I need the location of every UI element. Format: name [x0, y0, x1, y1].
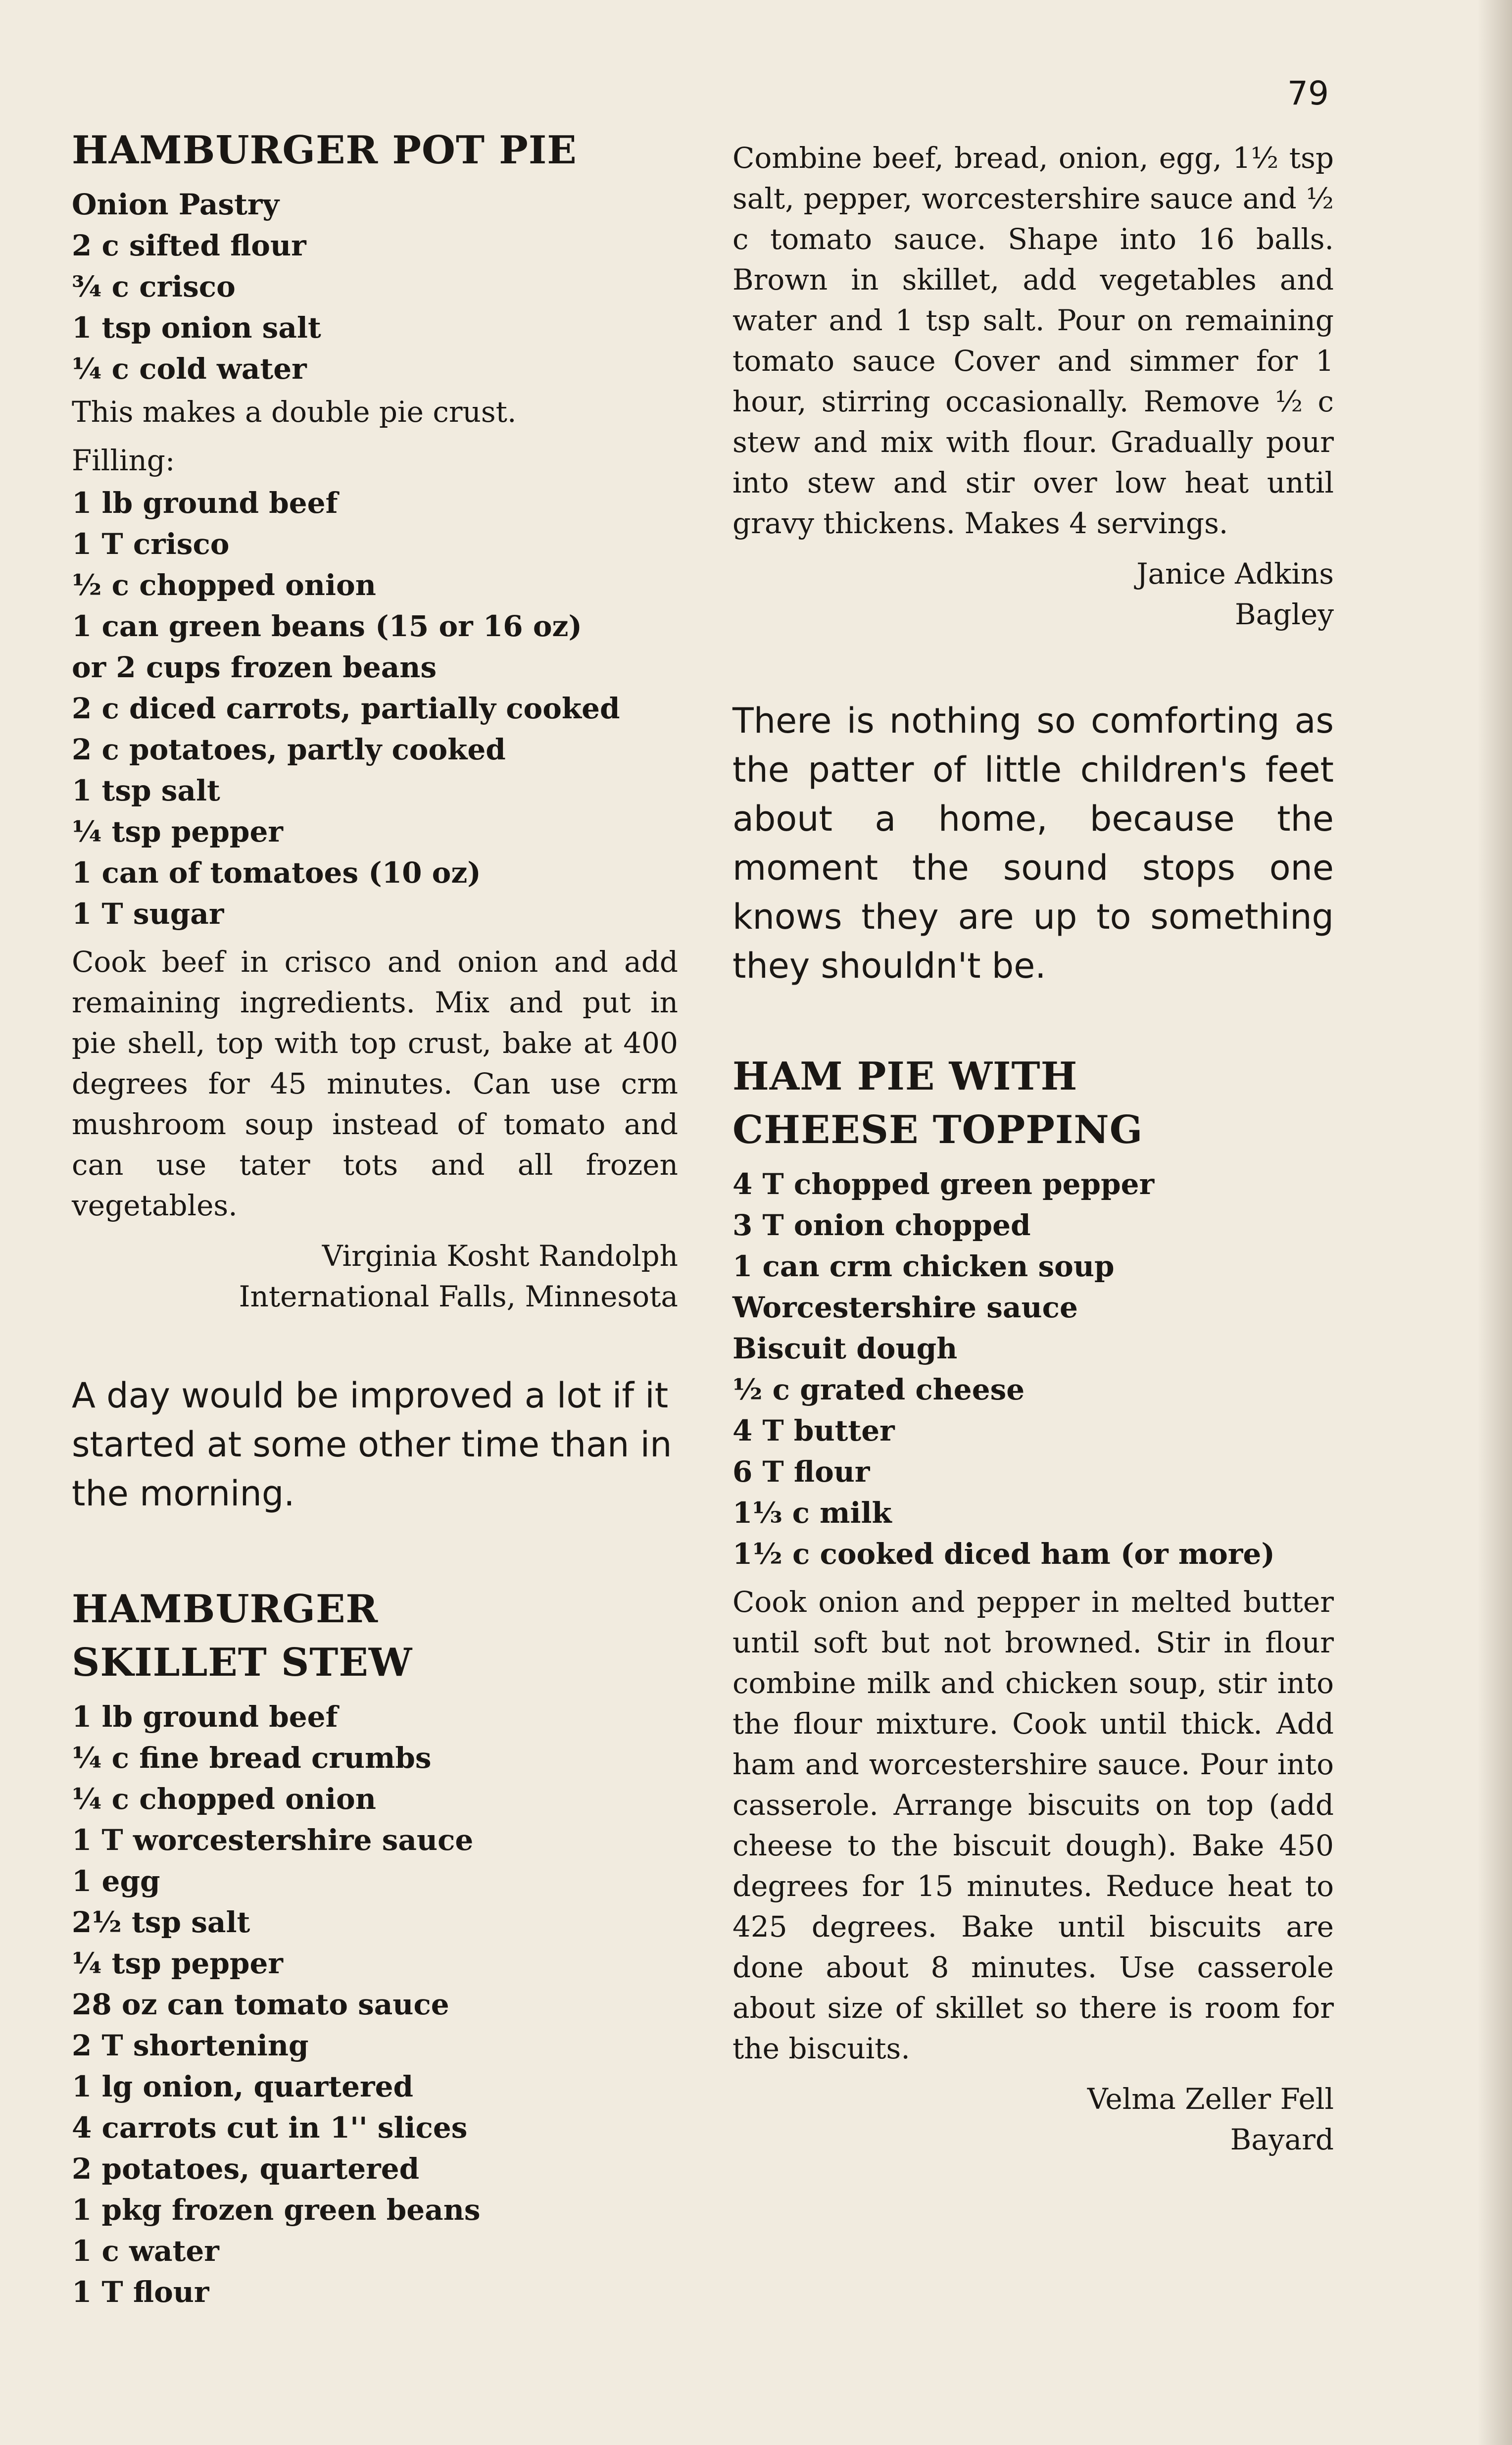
author-name: Virginia Kosht Randolph [322, 1239, 678, 1273]
recipe-directions: Cook onion and pepper in melted butter until soft but not browned. Stir in flour combine milk and chicken soup, stir into the flour mixture. Cook until thick. Add ham and worcestershire sauce. Pour into casserole. Arrange biscuits on top (add cheese to the biscuit dough). Bake 450 degrees for 15 minutes. Reduce heat to 425 degrees. Bake until biscuits are done about 8 minutes. Use casserole about size of skillet so there is room for the biscuits. [732, 1585, 1334, 2065]
ingredient: ¼ c fine bread crumbs [72, 1741, 432, 1775]
ingredient: 4 T butter [732, 1414, 895, 1447]
ingredient: ¼ c chopped onion [72, 1782, 376, 1816]
ingredient: 1 lb ground beef [72, 1700, 338, 1734]
ingredient: 1 egg [72, 1864, 160, 1898]
recipe-title-line2: CHEESE TOPPING [732, 1107, 1143, 1152]
left-column [72, 124, 678, 2313]
author-name: Velma Zeller Fell [1087, 2082, 1334, 2116]
ingredient: Worcestershire sauce [732, 1291, 1078, 1324]
page-spine-shadow [1477, 0, 1512, 2445]
ingredient: ¼ c cold water [72, 352, 307, 386]
ingredient: 1 T sugar [72, 897, 224, 931]
recipe-ham-pie-cheese-topping [732, 1050, 1334, 2160]
recipe-title: HAMBURGER POT PIE [72, 128, 577, 173]
recipe-hamburger-skillet-stew [72, 1583, 678, 2313]
ingredient: 1 can crm chicken soup [732, 1249, 1115, 1283]
ingredient: 1 tsp onion salt [72, 311, 321, 345]
right-column [732, 124, 1334, 2160]
ingredient: 1½ c cooked diced ham (or more) [732, 1537, 1275, 1571]
ingredient-list [732, 1164, 1334, 1575]
author-location: Bayard [1230, 2123, 1334, 2156]
ingredient: 1 pkg frozen green beans [72, 2193, 481, 2227]
ingredient: 1 lb ground beef [72, 486, 338, 520]
recipe-title-line2: SKILLET STEW [72, 1640, 413, 1685]
ingredient: 1 tsp salt [72, 774, 220, 807]
ingredient: ½ c chopped onion [72, 568, 376, 602]
recipe-attribution [72, 1236, 678, 1317]
ingredient: 1 lg onion, quartered [72, 2070, 414, 2103]
page-number: 79 [1287, 74, 1329, 112]
ingredient: 4 carrots cut in 1'' slices [72, 2111, 468, 2145]
ingredient: 4 T chopped green pepper [732, 1167, 1155, 1201]
pastry-ingredient-list [72, 184, 678, 390]
ingredient: 3 T onion chopped [732, 1208, 1031, 1242]
ingredient: 2½ tsp salt [72, 1905, 250, 1939]
recipe-skillet-stew-continued [732, 138, 1334, 635]
ingredient: 1⅓ c milk [732, 1496, 892, 1530]
ingredient-list [72, 1697, 678, 2313]
ingredient: 1 can of tomatoes (10 oz) [72, 856, 481, 890]
recipe-attribution [732, 2079, 1334, 2160]
ingredient: Biscuit dough [732, 1332, 958, 1365]
ingredient: 6 T flour [732, 1455, 870, 1489]
author-location: Bagley [1235, 598, 1334, 631]
ingredient: ¼ tsp pepper [72, 815, 283, 848]
ingredient: Onion Pastry [72, 188, 280, 221]
ingredient: 2 c sifted flour [72, 229, 306, 262]
recipe-attribution [732, 553, 1334, 635]
recipe-title-line1: HAM PIE WITH [732, 1054, 1078, 1099]
filling-label: Filling: [72, 444, 175, 477]
ingredient: ¼ tsp pepper [72, 1946, 283, 1980]
ingredient: 1 T crisco [72, 527, 230, 561]
filling-ingredient-list [72, 483, 678, 935]
author-location: International Falls, Minnesota [239, 1280, 678, 1313]
ingredient: 1 T flour [72, 2275, 209, 2309]
ingredient: or 2 cups frozen beans [72, 650, 437, 684]
ingredient: 28 oz can tomato sauce [72, 1988, 449, 2021]
recipe-title [732, 1050, 1334, 1157]
ingredient: 1 T worcestershire sauce [72, 1823, 474, 1857]
ingredient: 1 c water [72, 2234, 219, 2268]
ingredient: ¾ c crisco [72, 270, 236, 303]
pastry-note: This makes a double pie crust. [72, 395, 517, 429]
recipe-directions: Combine beef, bread, onion, egg, 1½ tsp salt, pepper, worcestershire sauce and ½ c tomato sauce. Shape into 16 balls. Brown in skillet, add vegetables and water and 1 tsp salt. Pour on remaining tomato sauce Cover and simmer for 1 hour, stirring occasionally. Remove ½ c stew and mix with flour. Gradually pour into stew and stir over low heat until gravy thickens. Makes 4 servings. [732, 141, 1334, 540]
ingredient: 2 potatoes, quartered [72, 2152, 420, 2186]
ingredient: ½ c grated cheese [732, 1373, 1025, 1406]
recipe-directions: Cook beef in crisco and onion and add remaining ingredients. Mix and put in pie shell, top with top crust, bake at 400 degrees for 45 minutes. Can use crm mushroom soup instead of tomato and can use tater tots and all frozen vegetables. [72, 945, 678, 1222]
recipe-title [72, 1583, 678, 1690]
ingredient: 2 c potatoes, partly cooked [72, 733, 506, 766]
recipe-title-line1: HAMBURGER [72, 1587, 379, 1632]
author-name: Janice Adkins [1136, 557, 1334, 591]
ingredient: 2 T shortening [72, 2029, 309, 2062]
ingredient: 2 c diced carrots, partially cooked [72, 692, 620, 725]
recipe-hamburger-pot-pie [72, 124, 678, 1317]
humor-quote: A day would be improved a lot if it started at some other time than in the morning. [72, 1375, 672, 1514]
ingredient: 1 can green beans (15 or 16 oz) [72, 609, 582, 643]
humor-quote: There is nothing so comforting as the patter of little children's feet about a home, because the moment the sound stops one knows they are up to something they shouldn't be. [732, 700, 1334, 986]
